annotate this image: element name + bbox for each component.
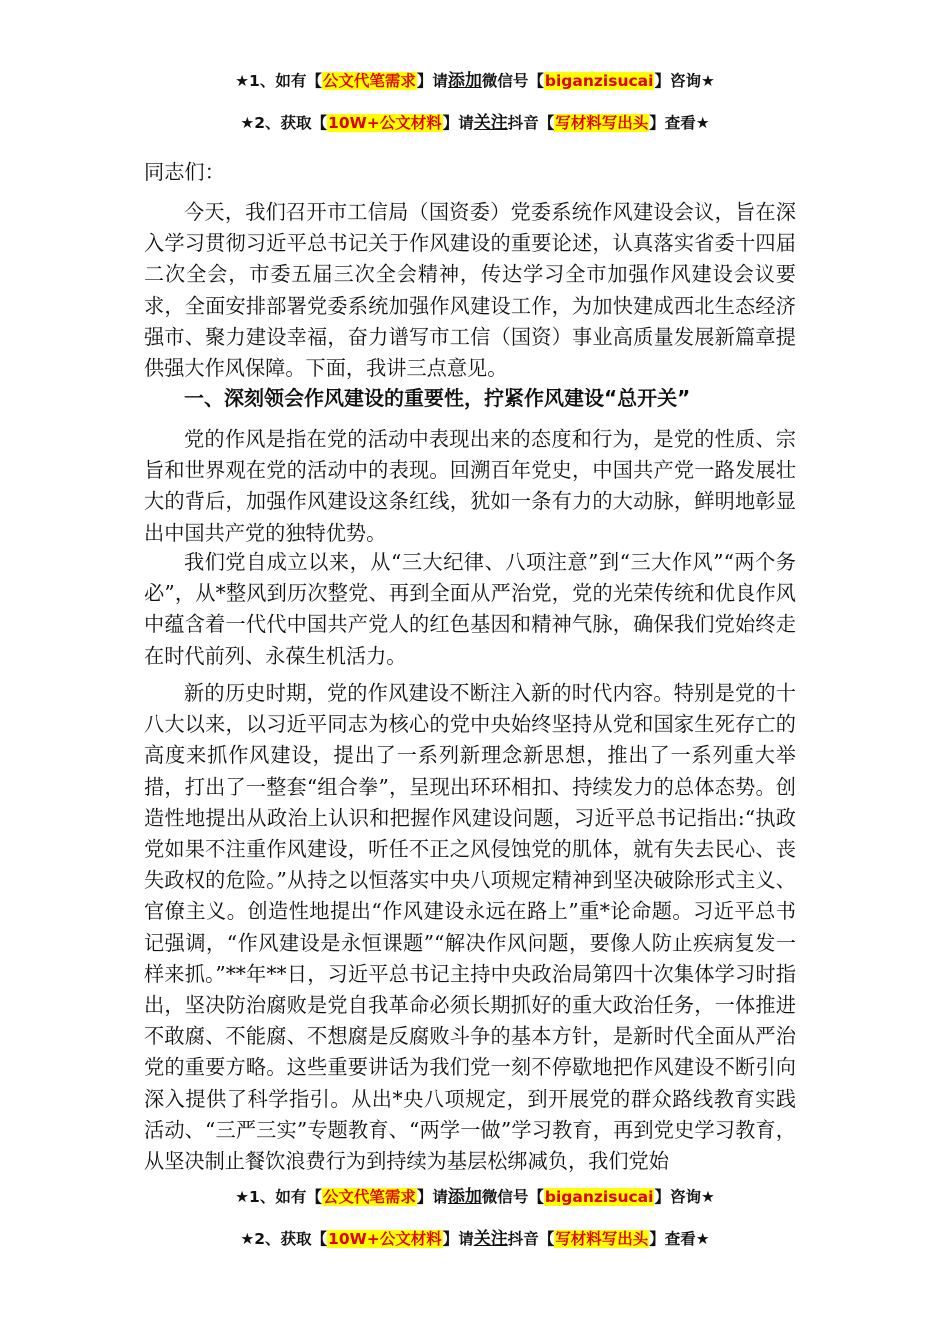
top-banner-line-2: ★2、获取【10W+公文材料】请关注抖音【写材料写出头】查看★	[240, 113, 710, 133]
douyin-id: 写材料写出头	[555, 114, 649, 132]
highlight-text: 10W+公文材料	[328, 114, 442, 132]
paragraph-3: 我们党自成立以来，从“三大纪律、八项注意”到“三大作风”“两个务必”，从*整风到历次整党、再到全面从严治党，党的光荣传统和优良作风中蕴含着一代代中国共产党人的红色基因和精神气脉，确保我们党始终走在时代前列、永葆生机活力。	[144, 550, 796, 668]
star-icon: ★	[235, 1188, 250, 1206]
top-banner-line-1: ★1、如有【公文代笔需求】请添加微信号【biganzisucai】咨询★	[235, 71, 715, 91]
highlight-text: 公文代笔需求	[322, 72, 416, 90]
paragraph-4: 新的历史时期，党的作风建设不断注入新的时代内容。特别是党的十八大以来，以习近平同志为核心的党中央始终坚持从党和国家生死存亡的高度来抓作风建设，提出了一系列新理念新思想，推出了一系列重大举措，打出了一整套“组合拳”，呈现出环环相扣、持续发力的总体态势。创造性地提出从政治上认识和把握作风建设问题，习近平总书记指出:“执政党如果不注重作风建设，听任不正之风侵蚀党的肌体，就有失去民心、丧失政权的危险。”从持之以恒落实中央八项规定精神到坚决破除形式主义、官僚主义。创造性地提出“作风建设永远在路上”重*论命题。习近平总书记强调，“作风建设是永恒课题”“解决作风问题，要像人防止疾病复发一样来抓。”**年**日，习近平总书记主持中央政治局第四十次集体学习时指出，坚决防治腐败是党自我革命必须长期抓好的重大政治任务，一体推进不敢腐、不能腐、不想腐是反腐败斗争的基本方针，是新时代全面从严治党的重要方略。这些重要讲话为我们党一刻不停歇地把作风建设不断引向深入提供了科学指引。从出*央八项规定，到开展党的群众路线教育实践活动、“三严三实”专题教育、“两学一做”学习教育，再到党史学习教育，从坚决制止餐饮浪费行为到持续为基层松绑减负，我们党始	[144, 681, 796, 1174]
star-icon: ★	[240, 114, 255, 132]
greeting: 同志们：	[144, 160, 225, 184]
paragraph-2: 党的作风是指在党的活动中表现出来的态度和行为，是党的性质、宗旨和世界观在党的活动中的表现。回溯百年党史，中国共产党一路发展壮大的背后，加强作风建设这条红线，犹如一条有力的大动脉，鲜明地彰显出中国共产党的独特优势。	[144, 427, 796, 545]
star-icon: ★	[235, 72, 250, 90]
wechat-id: biganzisucai	[544, 72, 654, 90]
highlight-text: 公文代笔需求	[322, 1188, 416, 1206]
wechat-id: biganzisucai	[544, 1188, 654, 1206]
bottom-banner-line-1: ★1、如有【公文代笔需求】请添加微信号【biganzisucai】咨询★	[235, 1187, 715, 1207]
highlight-text: 10W+公文材料	[328, 1230, 442, 1248]
section-heading-1: 一、深刻领会作风建设的重要性，拧紧作风建设“总开关”	[184, 386, 691, 410]
bottom-banner-line-2: ★2、获取【10W+公文材料】请关注抖音【写材料写出头】查看★	[240, 1229, 710, 1249]
douyin-id: 写材料写出头	[555, 1230, 649, 1248]
paragraph-1: 今天，我们召开市工信局（国资委）党委系统作风建设会议，旨在深入学习贯彻习近平总书记关于作风建设的重要论述，认真落实省委十四届二次全会，市委五届三次全会精神，传达学习全市加强作风建设会议要求，全面安排部署党委系统加强作风建设工作，为加快建成西北生态经济强市、聚力建设幸福，奋力谱写市工信（国资）事业高质量发展新篇章提供强大作风保障。下面，我讲三点意见。	[144, 200, 796, 381]
star-icon: ★	[240, 1230, 255, 1248]
